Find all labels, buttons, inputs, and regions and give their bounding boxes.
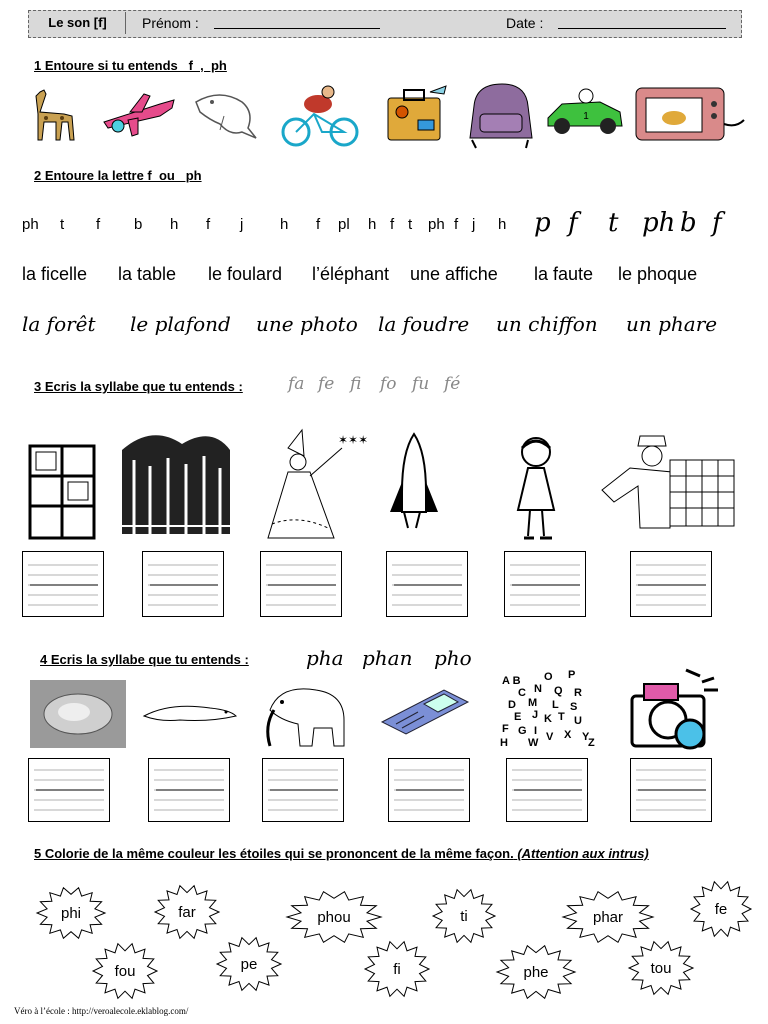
section5-title-row xyxy=(34,846,649,861)
date-label: Date : xyxy=(506,15,544,31)
word-item[interactable]: la faute xyxy=(534,264,594,284)
svg-text:A BOP CNQR DMLS EJ: A B O P C N Q R D M L S E J K T U F G I V X H W YZ xyxy=(500,669,595,749)
word-item[interactable]: un chiffon xyxy=(496,312,598,336)
forest-image[interactable] xyxy=(122,430,230,534)
letter-item[interactable]: h xyxy=(498,216,507,233)
write-box[interactable] xyxy=(630,551,712,617)
write-box[interactable] xyxy=(506,758,588,822)
window-image[interactable] xyxy=(28,444,96,540)
word-item[interactable]: la forêt xyxy=(22,312,96,336)
write-box[interactable] xyxy=(504,551,586,617)
letter-item[interactable]: p xyxy=(534,208,551,238)
letter-item[interactable]: f xyxy=(712,208,722,238)
letter-item[interactable]: f xyxy=(454,216,459,233)
word-item[interactable]: la foudre xyxy=(378,312,470,336)
section5-title: 5 Colorie de la même couleur les étoiles qui se prononcent de la même façon. xyxy=(34,846,514,861)
syllable-item: fu xyxy=(412,374,430,394)
word-item[interactable]: une affiche xyxy=(410,264,498,284)
write-box[interactable] xyxy=(22,551,104,617)
footer-credit: Véro à l’école : http://veroalecole.eklablog.com/ xyxy=(14,1006,189,1016)
word-item[interactable]: l’éléphant xyxy=(312,264,390,284)
section5-note: (Attention aux intrus) xyxy=(517,846,649,861)
svg-text:1: 1 xyxy=(583,111,589,122)
letter-item[interactable]: f xyxy=(316,216,321,233)
letter-item[interactable]: j xyxy=(472,216,476,233)
star-item[interactable]: far xyxy=(154,884,220,940)
star-item[interactable]: fou xyxy=(92,942,158,1000)
word-item[interactable]: le plafond xyxy=(130,312,231,336)
letter-item[interactable]: ph xyxy=(428,216,445,233)
dolphin-image[interactable] xyxy=(190,86,262,144)
header-bar xyxy=(28,10,742,38)
girl-image[interactable] xyxy=(506,430,566,544)
write-box[interactable] xyxy=(388,758,470,822)
syllable-item: fo xyxy=(380,374,397,394)
syllable-item: fi xyxy=(350,374,362,394)
section1-title: 1 Entoure si tu entends f , ph xyxy=(34,58,227,73)
word-item[interactable]: la ficelle xyxy=(22,264,88,284)
alphabet-image[interactable] xyxy=(498,670,598,750)
syllable-item: fa xyxy=(288,374,305,394)
camera-image[interactable] xyxy=(628,668,724,754)
date-field[interactable] xyxy=(558,28,726,29)
letter-item[interactable]: h xyxy=(368,216,377,233)
syllable-item: pha xyxy=(306,646,344,670)
letter-item[interactable]: h xyxy=(170,216,179,233)
armchair-image[interactable] xyxy=(466,80,536,150)
syllable-item: pho xyxy=(434,646,472,670)
letter-item[interactable]: f xyxy=(96,216,101,233)
suitcase-image[interactable] xyxy=(384,84,448,144)
postman-image[interactable] xyxy=(600,432,736,530)
star-item[interactable]: pe xyxy=(216,936,282,992)
word-item[interactable]: la table xyxy=(118,264,177,284)
seal-image[interactable] xyxy=(140,700,238,724)
section2-title: 2 Entoure la lettre f ou ph xyxy=(34,168,202,183)
write-box[interactable] xyxy=(630,758,712,822)
prenom-field[interactable] xyxy=(214,28,380,29)
write-box[interactable] xyxy=(148,758,230,822)
star-item[interactable]: phar xyxy=(562,890,654,944)
star-item[interactable]: phe xyxy=(496,944,576,1000)
oven-image[interactable] xyxy=(634,84,746,144)
svg-text:✶✶✶: ✶✶✶ xyxy=(338,433,369,447)
star-item[interactable]: phi xyxy=(36,886,106,940)
word-item[interactable]: une photo xyxy=(256,312,358,336)
write-box[interactable] xyxy=(142,551,224,617)
section4-title: 4 Ecris la syllabe que tu entends : xyxy=(40,652,249,667)
rocket-image[interactable] xyxy=(386,432,442,532)
letter-item[interactable]: f xyxy=(390,216,395,233)
write-box[interactable] xyxy=(260,551,342,617)
letter-item[interactable]: ph xyxy=(642,208,676,238)
letter-item[interactable]: b xyxy=(680,208,697,238)
word-item[interactable]: le foulard xyxy=(208,264,283,284)
section3-title: 3 Ecris la syllabe que tu entends : xyxy=(34,379,243,394)
star-item[interactable]: phou xyxy=(286,890,382,944)
word-item[interactable]: le phoque xyxy=(618,264,698,284)
phone-image[interactable] xyxy=(378,686,472,738)
write-box[interactable] xyxy=(262,758,344,822)
letter-item[interactable]: t xyxy=(60,216,65,233)
syllable-item: phan xyxy=(362,646,413,670)
letter-item[interactable]: h xyxy=(280,216,289,233)
fairy-image[interactable] xyxy=(258,428,369,542)
airplane-image[interactable] xyxy=(100,90,178,140)
prenom-label: Prénom : xyxy=(142,15,199,31)
syllable-item: fé xyxy=(444,374,461,394)
sound-label: Le son [f] xyxy=(30,12,126,34)
letter-item[interactable]: j xyxy=(240,216,244,233)
star-item[interactable]: fe xyxy=(690,880,752,938)
letter-item[interactable]: ph xyxy=(22,216,39,233)
letter-item[interactable]: b xyxy=(134,216,143,233)
star-item[interactable]: fi xyxy=(364,940,430,998)
race-car-image[interactable] xyxy=(544,86,626,138)
letter-item[interactable]: pl xyxy=(338,216,350,233)
letter-item[interactable]: t xyxy=(608,208,619,238)
star-item[interactable]: tou xyxy=(628,940,694,996)
bicycle-image[interactable] xyxy=(282,84,358,148)
letter-item[interactable]: f xyxy=(568,208,578,238)
word-item[interactable]: un phare xyxy=(626,312,718,336)
syllable-item: fe xyxy=(318,374,335,394)
write-box[interactable] xyxy=(386,551,468,617)
star-item[interactable]: ti xyxy=(432,888,496,944)
headlight-image[interactable] xyxy=(30,680,126,748)
giraffe-image[interactable] xyxy=(22,90,82,142)
elephant-image[interactable] xyxy=(260,680,350,750)
letter-item[interactable]: f xyxy=(206,216,211,233)
write-box[interactable] xyxy=(28,758,110,822)
letter-item[interactable]: t xyxy=(408,216,413,233)
